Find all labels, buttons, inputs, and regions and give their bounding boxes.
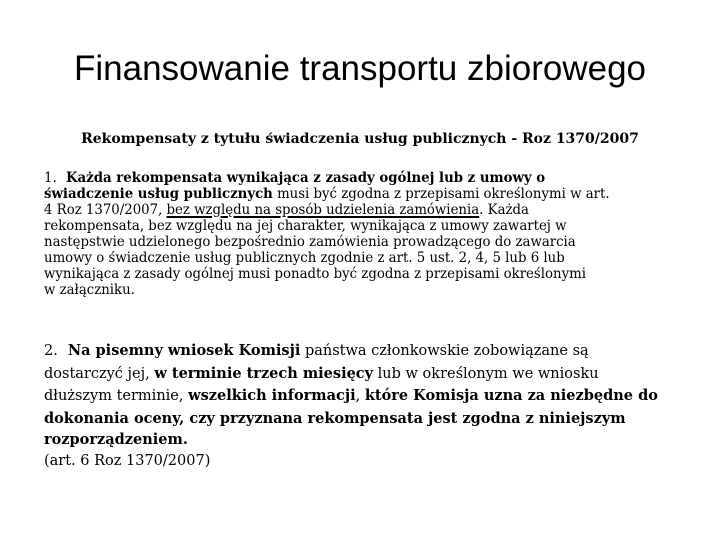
paragraph-1-number: 1. [44, 170, 57, 186]
paragraph-2-bold-text: Na pisemny wniosek Komisji [67, 342, 301, 359]
paragraph-1-underlined-text: bez względu na sposób udzielenia zamówienia [166, 202, 480, 218]
citation: (art. 6 Roz 1370/2007) [44, 452, 211, 469]
paragraph-1-line-8: w załączniku. [44, 282, 135, 298]
paragraph-1-text: musi być zgodna z przepisami określonymi w art. [272, 186, 610, 202]
paragraph-1 [44, 170, 658, 298]
paragraph-1-text: . Każda [479, 202, 529, 218]
slide-subtitle: Rekompensaty z tytułu świadczenia usług publicznych - Roz 1370/2007 [81, 131, 639, 147]
paragraph-2-bold-text: które Komisja uzna za niezbędne do [364, 387, 658, 404]
paragraph-1-line-6: umowy o świadczenie usług publicznych zgodnie z art. 5 ust. 2, 4, 5 lub 6 lub [44, 250, 565, 266]
paragraph-2-text: , [355, 388, 365, 404]
paragraph-2-number: 2. [44, 343, 58, 359]
paragraph-2-line-1 [44, 340, 704, 363]
paragraph-2-line-5: rozporządzeniem. [44, 431, 188, 448]
slide-title: Finansowanie transportu zbiorowego [74, 49, 646, 88]
paragraph-2-text: państwa członkowskie zobowiązane są [300, 343, 589, 359]
paragraph-2-bold-text: w terminie trzech miesięcy [154, 364, 374, 382]
paragraph-2-text: dłuższym terminie, [44, 388, 189, 404]
paragraph-2-bold-text: wszelkich informacji [188, 387, 356, 404]
paragraph-1-line-2 [44, 186, 658, 202]
paragraph-2-line-4: dokonania oceny, czy przyznana rekompensata jest zgodna z niniejszym [44, 409, 626, 427]
paragraph-2-text: lub w określonym we wniosku [373, 365, 599, 382]
paragraph-1-line-5: następstwie udzielonego bezpośrednio zamówienia prowadzącego do zawarcia [44, 234, 576, 250]
paragraph-1-bold-text: Każda rekompensata wynikająca z zasady ogólnej lub z umowy o [66, 170, 546, 186]
paragraph-2 [44, 340, 704, 472]
paragraph-2-text: dostarczyć jej, [44, 365, 155, 382]
paragraph-1-line-1 [44, 170, 658, 186]
paragraph-2-line-3 [44, 385, 704, 408]
paragraph-1-line-4: rekompensata, bez względu na jej charakter, wynikająca z umowy zawartej w [44, 218, 567, 234]
paragraph-2-line-2 [44, 363, 704, 386]
paragraph-1-bold-text: świadczenie usług publicznych [44, 186, 273, 202]
paragraph-1-line-7: wynikająca z zasady ogólnej musi ponadto być zgodna z przepisami określonymi [44, 266, 586, 282]
paragraph-1-line-3 [44, 202, 658, 218]
paragraph-1-text: 4 Roz 1370/2007, [44, 202, 167, 218]
